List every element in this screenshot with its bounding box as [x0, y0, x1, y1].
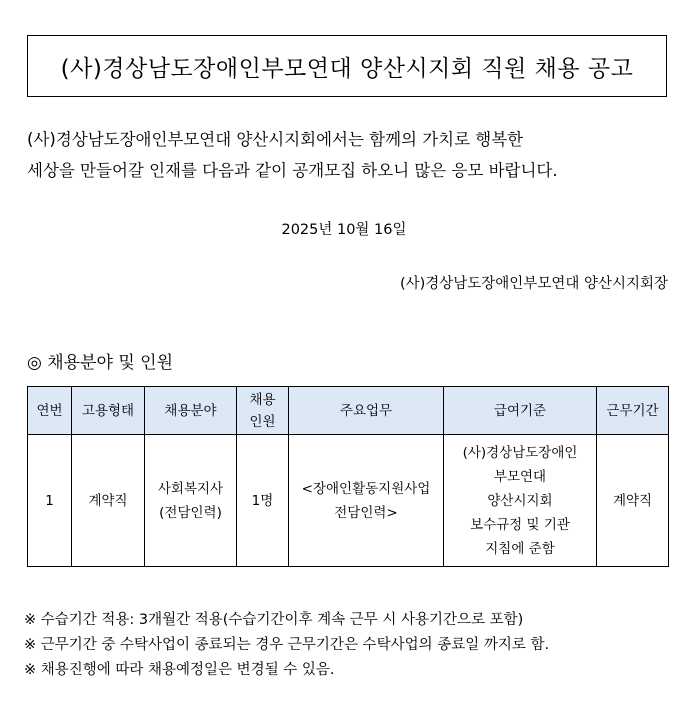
cell-duty-line-2: 전담인력> — [334, 504, 398, 521]
table-header-row — [28, 387, 669, 435]
header-type: 고용형태 — [72, 387, 145, 435]
cell-field-line-2: (전담인력) — [159, 504, 222, 521]
cell-pay-line-4: 보수규정 및 기관 — [470, 516, 570, 533]
intro-line-2: 세상을 만들어갈 인재를 다음과 같이 공개모집 하오니 많은 응모 바랍니다. — [27, 161, 558, 180]
header-pay: 급여기준 — [444, 387, 597, 435]
header-count-line-2: 인원 — [249, 413, 276, 430]
announcement-date: 2025년 10월 16일 — [281, 222, 407, 238]
cell-duty-line-1: <장애인활동지원사업 — [301, 480, 431, 497]
cell-pay — [444, 435, 597, 567]
section-bullet-icon: ◎ — [27, 353, 42, 373]
table-row — [28, 435, 669, 567]
section-heading — [27, 348, 173, 373]
notes-list — [24, 608, 549, 683]
title-box — [27, 35, 667, 97]
cell-type: 계약직 — [72, 435, 145, 567]
intro-paragraph — [27, 124, 677, 186]
cell-pay-line-2: 부모연대 — [493, 468, 547, 485]
note-item: ※ 수습기간 적용: 3개월간 적용(수습기간이후 계속 근무 시 사용기간으로 포함) — [24, 612, 524, 628]
cell-count: 1명 — [237, 435, 289, 567]
header-no: 연번 — [28, 387, 72, 435]
cell-pay-line-3: 양산시지회 — [487, 492, 553, 509]
organization-signature: (사)경상남도장애인부모연대 양산시지회장 — [399, 276, 668, 292]
header-field: 채용분야 — [145, 387, 237, 435]
cell-no: 1 — [28, 435, 72, 567]
header-period: 근무기간 — [597, 387, 669, 435]
cell-pay-line-5: 지침에 준함 — [485, 540, 555, 557]
intro-line-1: (사)경상남도장애인부모연대 양산시지회에서는 함께의 가치로 행복한 — [27, 130, 524, 149]
header-duty: 주요업무 — [289, 387, 444, 435]
cell-period: 계약직 — [597, 435, 669, 567]
cell-pay-line-1: (사)경상남도장애인 — [462, 444, 578, 461]
header-count-line-1: 채용 — [249, 391, 276, 408]
recruitment-table — [27, 386, 669, 567]
cell-field-line-1: 사회복지사 — [157, 480, 224, 497]
section-title: 채용분야 및 인원 — [47, 353, 174, 373]
page-title: (사)경상남도장애인부모연대 양산시지회 직원 채용 공고 — [60, 55, 634, 82]
note-item: ※ 채용진행에 따라 채용예정일은 변경될 수 있음. — [24, 662, 335, 678]
header-count — [237, 387, 289, 435]
cell-field — [145, 435, 237, 567]
note-item: ※ 근무기간 중 수탁사업이 종료되는 경우 근무기간은 수탁사업의 종료일 까지로 함. — [24, 637, 550, 653]
cell-duty — [289, 435, 444, 567]
